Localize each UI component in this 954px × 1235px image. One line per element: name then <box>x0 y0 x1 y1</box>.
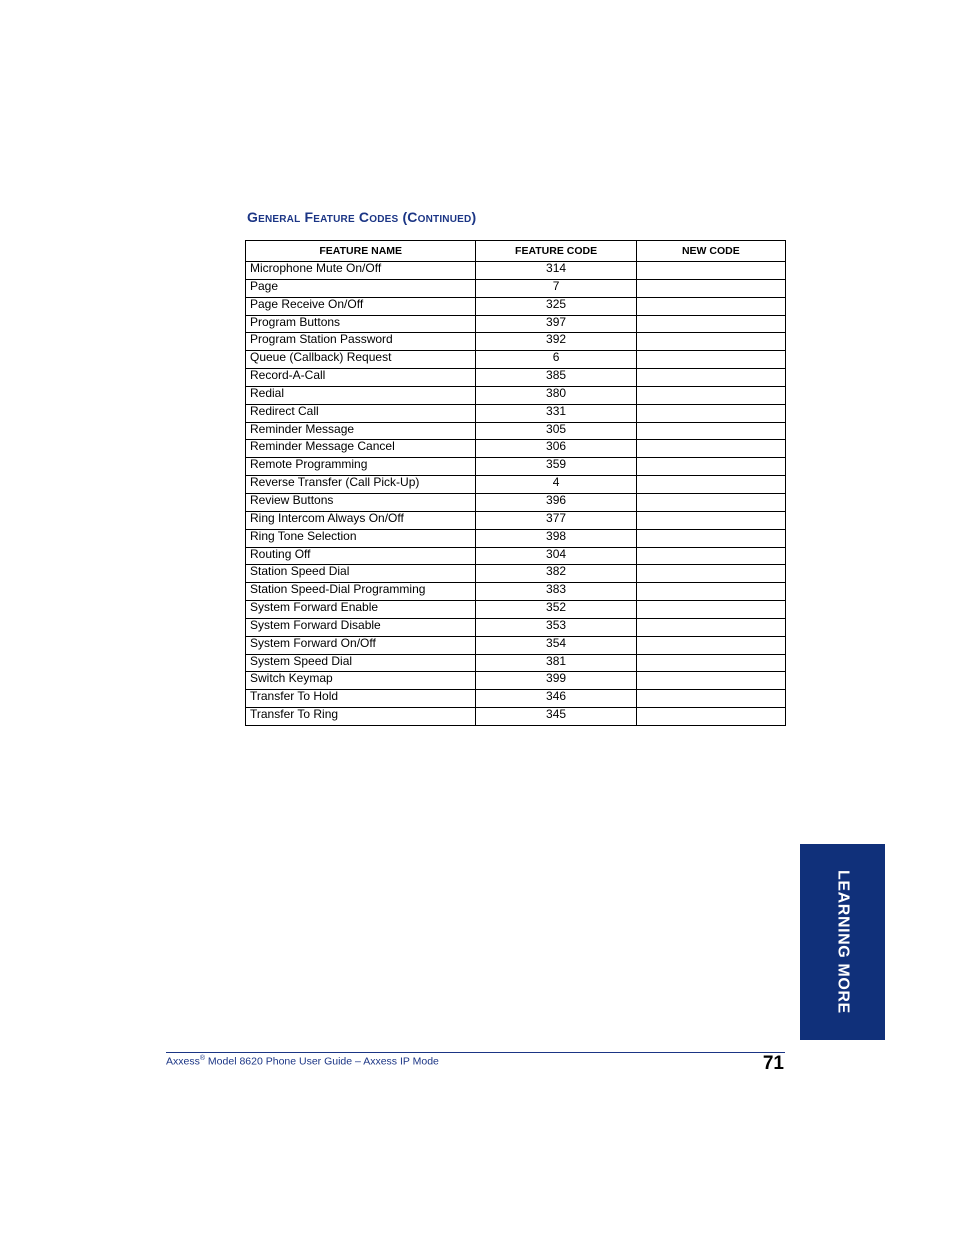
table-row <box>246 511 786 529</box>
table-row <box>246 583 786 601</box>
feature-name-cell: Ring Intercom Always On/Off <box>246 511 476 529</box>
new-code-cell <box>636 529 785 547</box>
new-code-cell <box>636 672 785 690</box>
footer-divider <box>166 1052 785 1053</box>
feature-name-cell: Transfer To Hold <box>246 690 476 708</box>
table-row <box>246 690 786 708</box>
table-row <box>246 458 786 476</box>
feature-code-cell: 381 <box>476 654 636 672</box>
footer-guide-name: Model 8620 Phone User Guide – Axxess IP Mode <box>205 1055 439 1068</box>
feature-code-cell: 305 <box>476 422 636 440</box>
section-title: General Feature Codes (Continued) <box>247 209 477 225</box>
table-row <box>246 618 786 636</box>
table-row <box>246 654 786 672</box>
table-row <box>246 386 786 404</box>
feature-code-cell: 397 <box>476 315 636 333</box>
table-row <box>246 708 786 726</box>
feature-name-cell: Queue (Callback) Request <box>246 351 476 369</box>
table-row <box>246 333 786 351</box>
new-code-cell <box>636 654 785 672</box>
feature-name-cell: Record-A-Call <box>246 369 476 387</box>
feature-code-cell: 398 <box>476 529 636 547</box>
table-row <box>246 369 786 387</box>
feature-code-cell: 7 <box>476 279 636 297</box>
table-row <box>246 493 786 511</box>
feature-name-cell: System Forward Enable <box>246 601 476 619</box>
new-code-cell <box>636 493 785 511</box>
feature-name-cell: Station Speed-Dial Programming <box>246 583 476 601</box>
footer-guide-title <box>166 1055 439 1068</box>
new-code-cell <box>636 279 785 297</box>
feature-code-cell: 6 <box>476 351 636 369</box>
table-row <box>246 476 786 494</box>
feature-code-cell: 385 <box>476 369 636 387</box>
feature-name-cell: Reminder Message <box>246 422 476 440</box>
table-row <box>246 529 786 547</box>
new-code-cell <box>636 618 785 636</box>
feature-code-cell: 396 <box>476 493 636 511</box>
page-number: 71 <box>762 1053 784 1074</box>
new-code-cell <box>636 386 785 404</box>
feature-name-cell: Reverse Transfer (Call Pick-Up) <box>246 476 476 494</box>
feature-code-cell: 383 <box>476 583 636 601</box>
feature-code-cell: 304 <box>476 547 636 565</box>
new-code-cell <box>636 565 785 583</box>
table-row <box>246 601 786 619</box>
section-side-tab <box>800 844 885 1040</box>
feature-code-cell: 354 <box>476 636 636 654</box>
footer-brand: Axxess <box>166 1055 200 1068</box>
table-row <box>246 422 786 440</box>
feature-name-cell: Review Buttons <box>246 493 476 511</box>
table-row <box>246 547 786 565</box>
feature-code-cell: 359 <box>476 458 636 476</box>
feature-name-cell: Station Speed Dial <box>246 565 476 583</box>
new-code-cell <box>636 690 785 708</box>
table-row <box>246 440 786 458</box>
new-code-cell <box>636 547 785 565</box>
new-code-cell <box>636 333 785 351</box>
table-row <box>246 565 786 583</box>
feature-name-cell: System Forward On/Off <box>246 636 476 654</box>
registered-mark: ® <box>199 1055 206 1062</box>
feature-name-cell: System Forward Disable <box>246 618 476 636</box>
new-code-cell <box>636 262 785 280</box>
feature-name-cell: Page <box>246 279 476 297</box>
feature-codes-table <box>245 240 786 726</box>
feature-code-cell: 314 <box>476 262 636 280</box>
feature-name-cell: Remote Programming <box>246 458 476 476</box>
new-code-cell <box>636 511 785 529</box>
feature-code-cell: 345 <box>476 708 636 726</box>
feature-code-cell: 325 <box>476 297 636 315</box>
feature-code-cell: 346 <box>476 690 636 708</box>
feature-name-cell: Program Station Password <box>246 333 476 351</box>
new-code-cell <box>636 351 785 369</box>
feature-name-cell: System Speed Dial <box>246 654 476 672</box>
new-code-cell <box>636 636 785 654</box>
feature-name-cell: Reminder Message Cancel <box>246 440 476 458</box>
new-code-cell <box>636 458 785 476</box>
table-row <box>246 297 786 315</box>
feature-name-cell: Microphone Mute On/Off <box>246 262 476 280</box>
feature-code-cell: 306 <box>476 440 636 458</box>
table-row <box>246 279 786 297</box>
side-tab-label: LEARNING MORE <box>834 870 852 1014</box>
table-row <box>246 404 786 422</box>
table-row <box>246 351 786 369</box>
feature-name-cell: Routing Off <box>246 547 476 565</box>
new-code-cell <box>636 601 785 619</box>
header-feature-name: FEATURE NAME <box>246 241 476 262</box>
table-row <box>246 315 786 333</box>
feature-code-cell: 382 <box>476 565 636 583</box>
table-body <box>246 262 786 726</box>
new-code-cell <box>636 369 785 387</box>
new-code-cell <box>636 476 785 494</box>
feature-code-cell: 380 <box>476 386 636 404</box>
feature-name-cell: Transfer To Ring <box>246 708 476 726</box>
table-row <box>246 636 786 654</box>
feature-name-cell: Page Receive On/Off <box>246 297 476 315</box>
feature-name-cell: Redial <box>246 386 476 404</box>
table-header-row <box>246 241 786 262</box>
new-code-cell <box>636 404 785 422</box>
header-feature-code: FEATURE CODE <box>476 241 636 262</box>
header-new-code: NEW CODE <box>636 241 785 262</box>
feature-code-cell: 377 <box>476 511 636 529</box>
new-code-cell <box>636 583 785 601</box>
feature-code-cell: 353 <box>476 618 636 636</box>
table-row <box>246 672 786 690</box>
feature-code-cell: 331 <box>476 404 636 422</box>
feature-name-cell: Program Buttons <box>246 315 476 333</box>
feature-code-cell: 399 <box>476 672 636 690</box>
new-code-cell <box>636 422 785 440</box>
new-code-cell <box>636 315 785 333</box>
feature-name-cell: Switch Keymap <box>246 672 476 690</box>
feature-code-cell: 352 <box>476 601 636 619</box>
new-code-cell <box>636 708 785 726</box>
new-code-cell <box>636 440 785 458</box>
feature-name-cell: Redirect Call <box>246 404 476 422</box>
feature-name-cell: Ring Tone Selection <box>246 529 476 547</box>
new-code-cell <box>636 297 785 315</box>
table-row <box>246 262 786 280</box>
feature-code-cell: 4 <box>476 476 636 494</box>
feature-code-cell: 392 <box>476 333 636 351</box>
